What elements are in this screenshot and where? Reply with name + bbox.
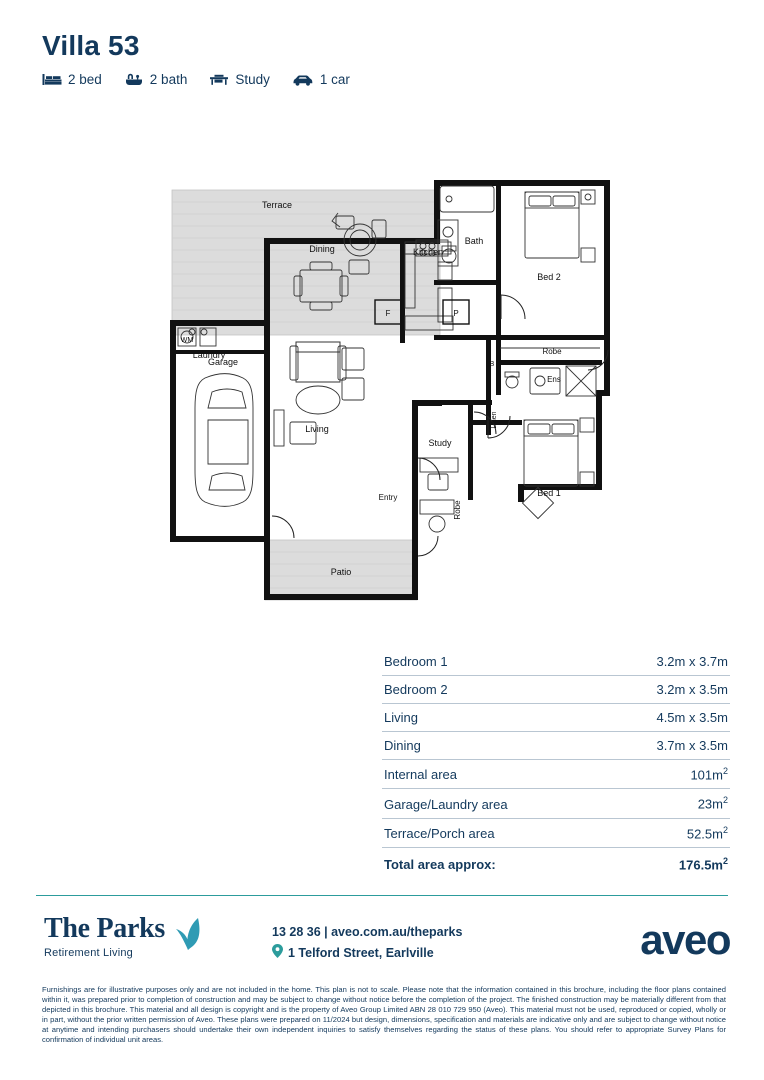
- schedule-total-value-text: 176.5m: [678, 857, 723, 873]
- schedule-value-sup: 2: [722, 824, 728, 835]
- bed-icon: [42, 73, 62, 87]
- page-header: [0, 0, 764, 87]
- schedule-value: [687, 825, 728, 841]
- schedule-row-bedroom-1: [382, 648, 730, 676]
- schedule-label: Terrace/Porch area: [384, 825, 495, 841]
- schedule-value-text: 23m: [697, 796, 723, 812]
- schedule-label: Bedroom 1: [384, 654, 448, 669]
- spec-car-label: 1 car: [319, 72, 350, 87]
- schedule-value-sup: 2: [722, 795, 728, 806]
- disclaimer-text: Furnishings are for illustrative purposes only and are not included in the home. This plan is not to scale. Please note that the information contained in this brochure, including the floor plans contained within it, was prepared prior to completion of construction and may be subject to change without notice before the completion of the project. The finished construction may be materially different from that depicted in this brochure. This material and all design is copyright and is the property of Aveo Group Limited ABN 28 010 729 950 (Aveo). This material must not be used, reproduced or copied, wholly or in part, without the prior written permission of Aveo. These plans were prepared on 11/2024 but design, dimensions, specification and materials are indicative only and are subject to change without notice at anytime and intending purchasers should undertake their own independent inquiries to satisfy themselves regarding the status of these plans. You should refer to appropriate Survey Plans for confirmation of individual unit areas.: [42, 985, 726, 1045]
- schedule-row-internal-area: [382, 760, 730, 789]
- label-kitchen: Kitchen: [412, 247, 444, 257]
- location-pin-icon: [272, 944, 283, 961]
- contact-phone-web[interactable]: 13 28 36 | aveo.com.au/theparks: [272, 925, 463, 939]
- car-icon: [292, 73, 314, 87]
- schedule-value: [690, 766, 728, 782]
- label-bed-2: Bed 2: [537, 272, 561, 282]
- schedule-value: 3.2m x 3.7m: [656, 654, 728, 669]
- schedule-total-value: [679, 856, 728, 872]
- label-robe-bed2: Robe: [542, 347, 562, 356]
- schedule-label: Living: [384, 710, 418, 725]
- floor-plan-drawing: [0, 120, 764, 630]
- label-robe-bed1: Robe: [453, 500, 462, 520]
- spec-list: [42, 72, 764, 87]
- schedule-label: Bedroom 2: [384, 682, 448, 697]
- label-bath: Bath: [464, 236, 484, 246]
- label-linen: Linen: [491, 411, 498, 429]
- spec-car: [292, 72, 350, 87]
- spec-bath: [124, 72, 188, 87]
- the-parks-logo: [44, 915, 165, 959]
- schedule-label: Dining: [384, 738, 421, 753]
- footer-contact: [272, 925, 462, 961]
- the-parks-logo-main: The Parks: [44, 913, 165, 944]
- spec-bath-label: 2 bath: [149, 72, 188, 87]
- label-broom: B: [489, 361, 495, 368]
- floor-plan: [0, 120, 764, 630]
- schedule-value-text: 101m: [690, 767, 723, 783]
- leaf-icon: [174, 917, 204, 956]
- schedule-row-bedroom-2: [382, 676, 730, 704]
- label-patio: Patio: [330, 567, 352, 577]
- bath-icon: [124, 73, 144, 87]
- page-footer: [0, 905, 764, 985]
- label-fridge: F: [385, 309, 391, 318]
- schedule-label: Internal area: [384, 767, 457, 783]
- the-parks-logo-sub: Retirement Living: [44, 947, 133, 959]
- label-terrace: Terrace: [261, 200, 293, 210]
- schedule-total-label: Total area approx:: [384, 857, 496, 873]
- schedule-value-text: 52.5m: [686, 825, 723, 841]
- schedule-row-dining: [382, 732, 730, 760]
- label-laundry: Laundry: [192, 350, 226, 360]
- terrace-area: [172, 190, 440, 335]
- label-entry: Entry: [378, 493, 398, 502]
- label-garage: Garage: [207, 357, 239, 367]
- schedule-row-total: [382, 848, 730, 878]
- schedule-total-value-sup: 2: [722, 855, 728, 866]
- desk-icon: [209, 73, 229, 87]
- spec-study: [209, 72, 270, 87]
- spec-bed: [42, 72, 102, 87]
- spec-bed-label: 2 bed: [68, 72, 102, 87]
- label-living: Living: [305, 424, 329, 434]
- schedule-value: 4.5m x 3.5m: [656, 710, 728, 725]
- page-title: Villa 53: [42, 30, 140, 61]
- contact-address-text: 1 Telford Street, Earlville: [288, 945, 434, 960]
- schedule-value: 3.2m x 3.5m: [656, 682, 728, 697]
- contact-address: [272, 944, 462, 961]
- schedule-row-living: [382, 704, 730, 732]
- footer-divider: [36, 895, 728, 896]
- schedule-row-terrace-area: [382, 819, 730, 848]
- schedule-row-garage-area: [382, 789, 730, 818]
- aveo-logo: aveo: [640, 916, 730, 963]
- schedule-value: [698, 795, 728, 811]
- schedule-label: Garage/Laundry area: [384, 796, 508, 812]
- spec-study-label: Study: [235, 72, 270, 87]
- schedule-value: 3.7m x 3.5m: [656, 738, 728, 753]
- label-wm: WM: [180, 337, 194, 344]
- schedule-value-sup: 2: [722, 766, 728, 776]
- label-bed-1: Bed 1: [537, 488, 561, 498]
- area-schedule: [382, 648, 730, 878]
- label-dining: Dining: [309, 244, 335, 254]
- label-study: Study: [428, 438, 452, 448]
- label-pantry: P: [453, 309, 459, 318]
- label-ensuite: Ens: [547, 375, 561, 384]
